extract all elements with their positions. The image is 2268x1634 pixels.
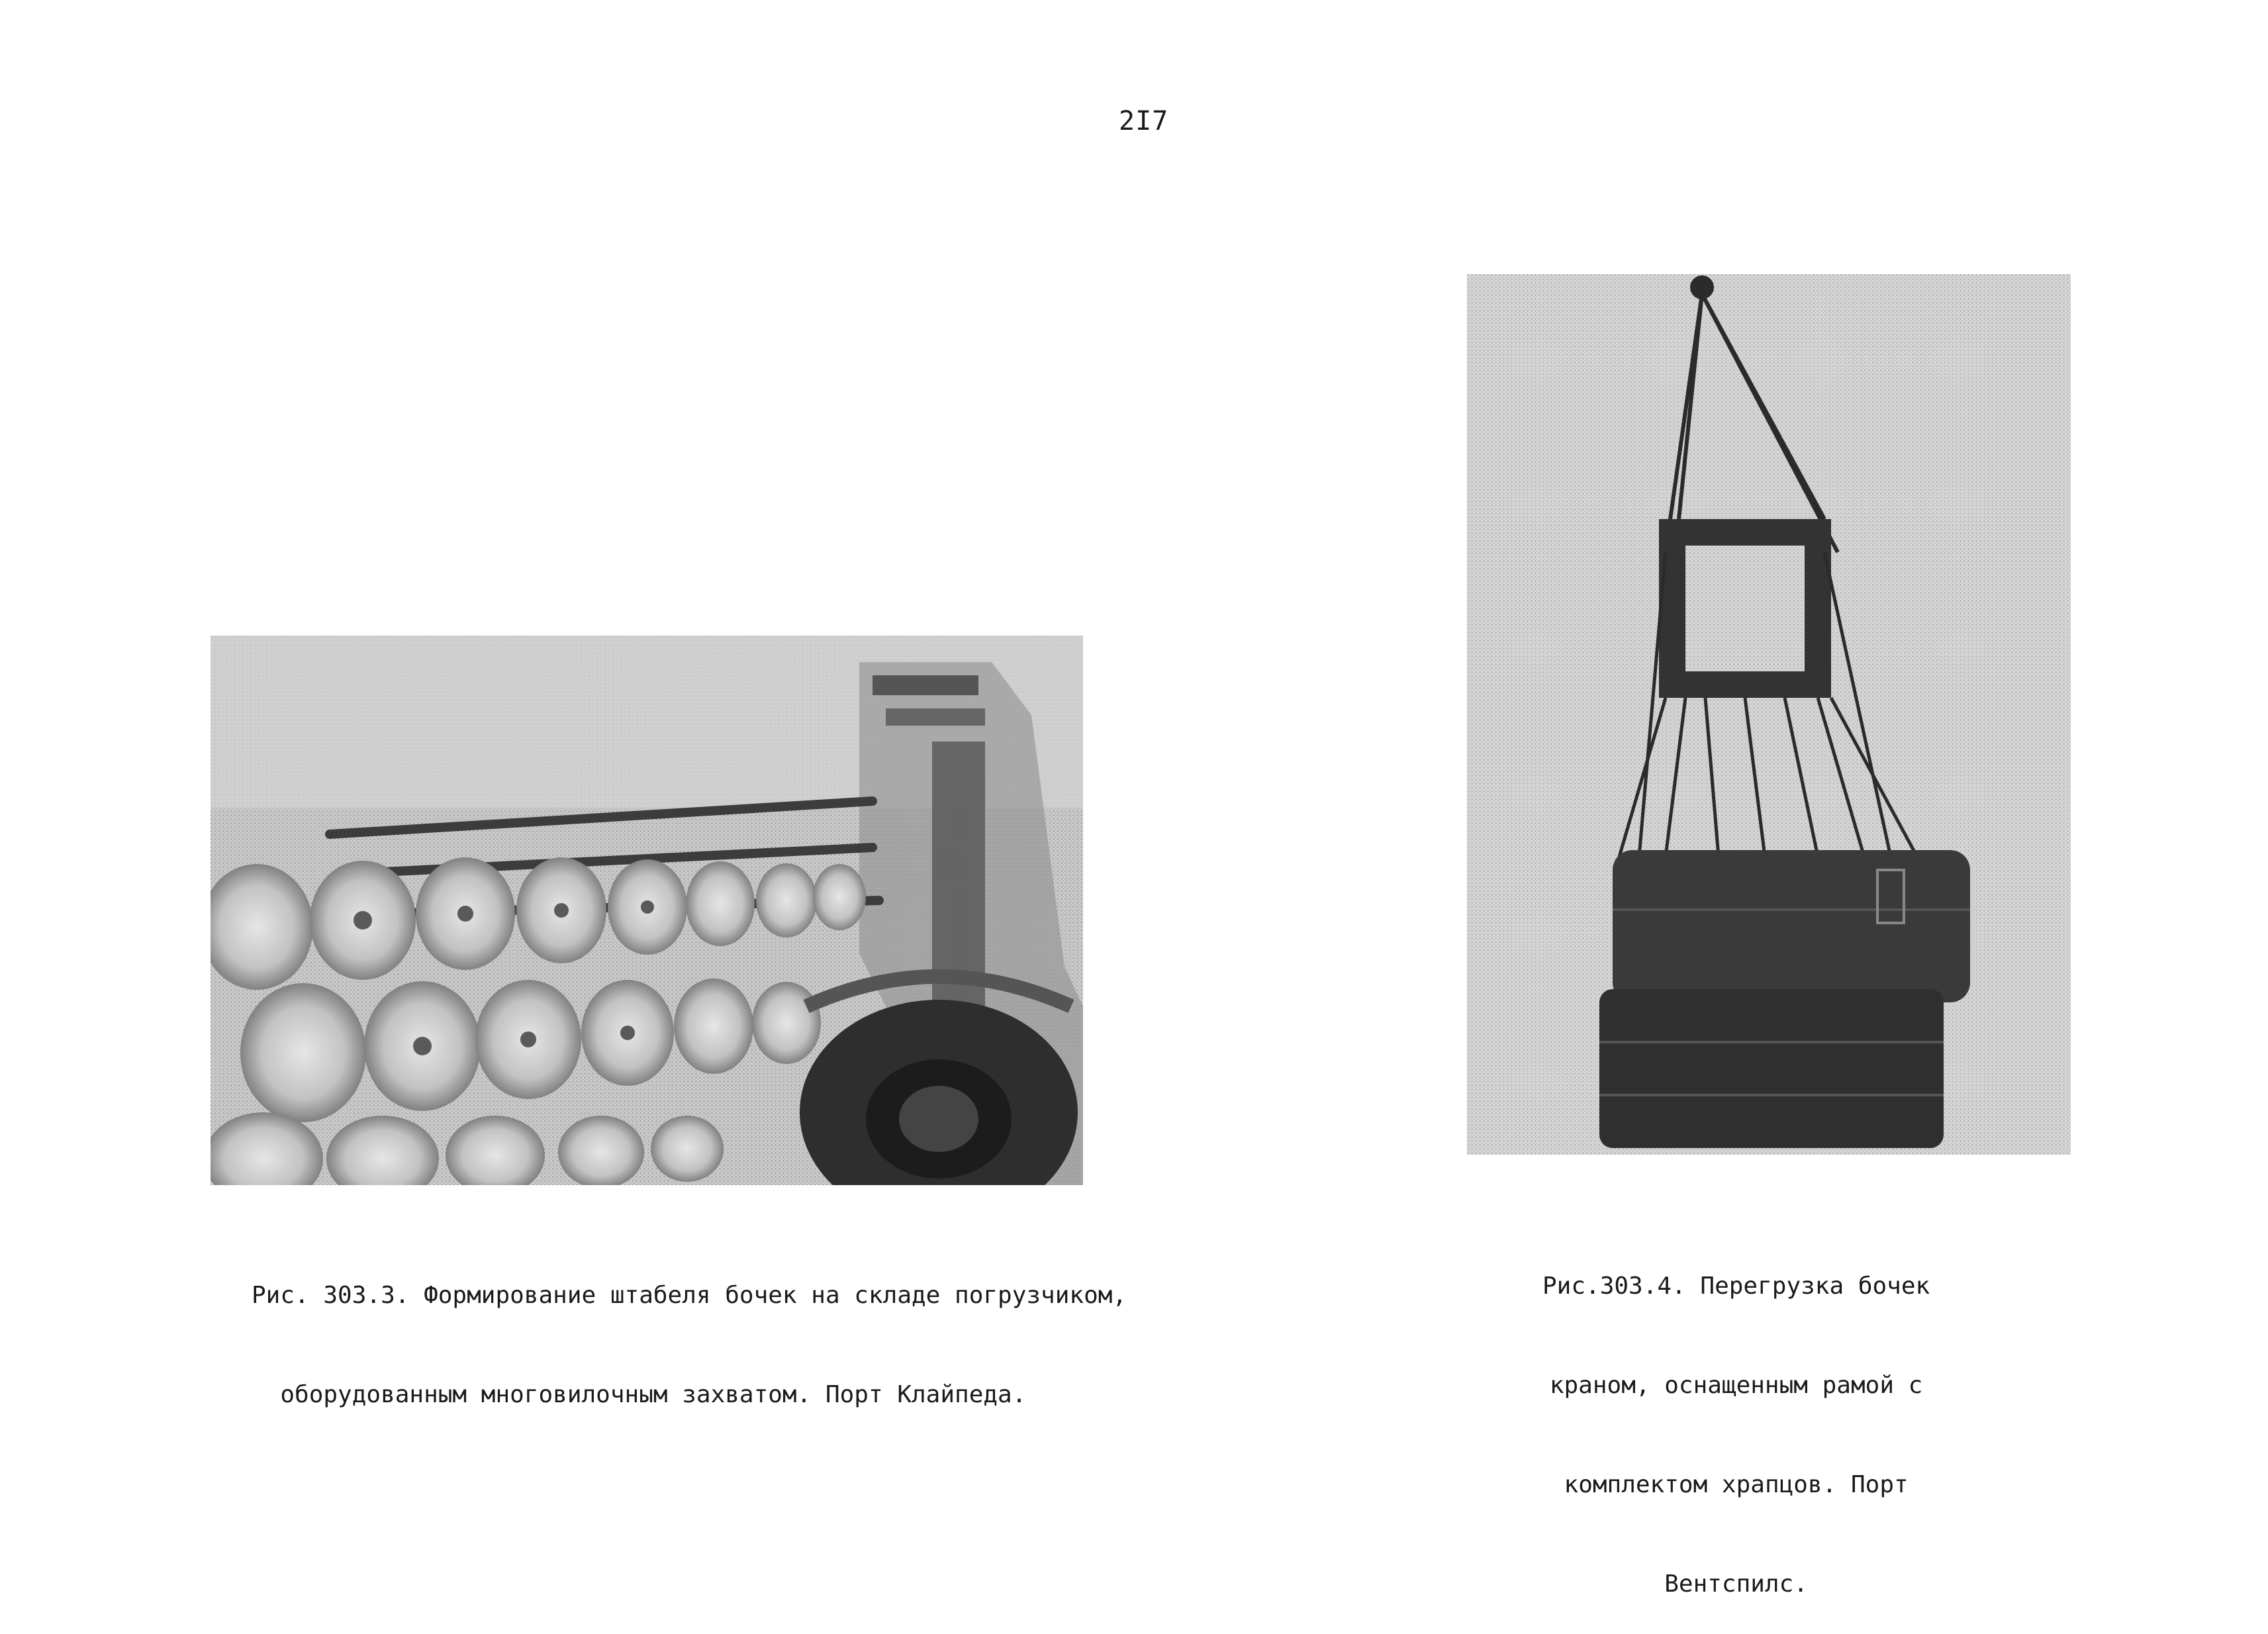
caption-line: комплектом храпцов. Порт xyxy=(1564,1471,1909,1498)
caption-line: Вентспилс. xyxy=(1664,1570,1808,1598)
photo-crane-barrel-frame-drawing xyxy=(1467,274,2071,1155)
page-number: 2I7 xyxy=(1119,106,1169,136)
photo-crane-barrel-frame xyxy=(1467,274,2071,1155)
caption-line: оборудованным многовилочным захватом. Порт Клайпеда. xyxy=(252,1381,1027,1408)
caption-line: Рис. 303.3. Формирование штабеля бочек на складе погрузчиком, xyxy=(252,1282,1127,1309)
caption-line: краном, оснащенным рамой с xyxy=(1549,1372,1923,1399)
caption-line: Рис.303.4. Перегрузка бочек xyxy=(1542,1273,1930,1300)
photo-forklift-barrels xyxy=(211,636,1083,1185)
figure-caption-303-3 xyxy=(252,1213,1127,1445)
figure-caption-303-4 xyxy=(1542,1204,1930,1634)
photo-forklift-barrels-drawing xyxy=(211,636,1083,1185)
